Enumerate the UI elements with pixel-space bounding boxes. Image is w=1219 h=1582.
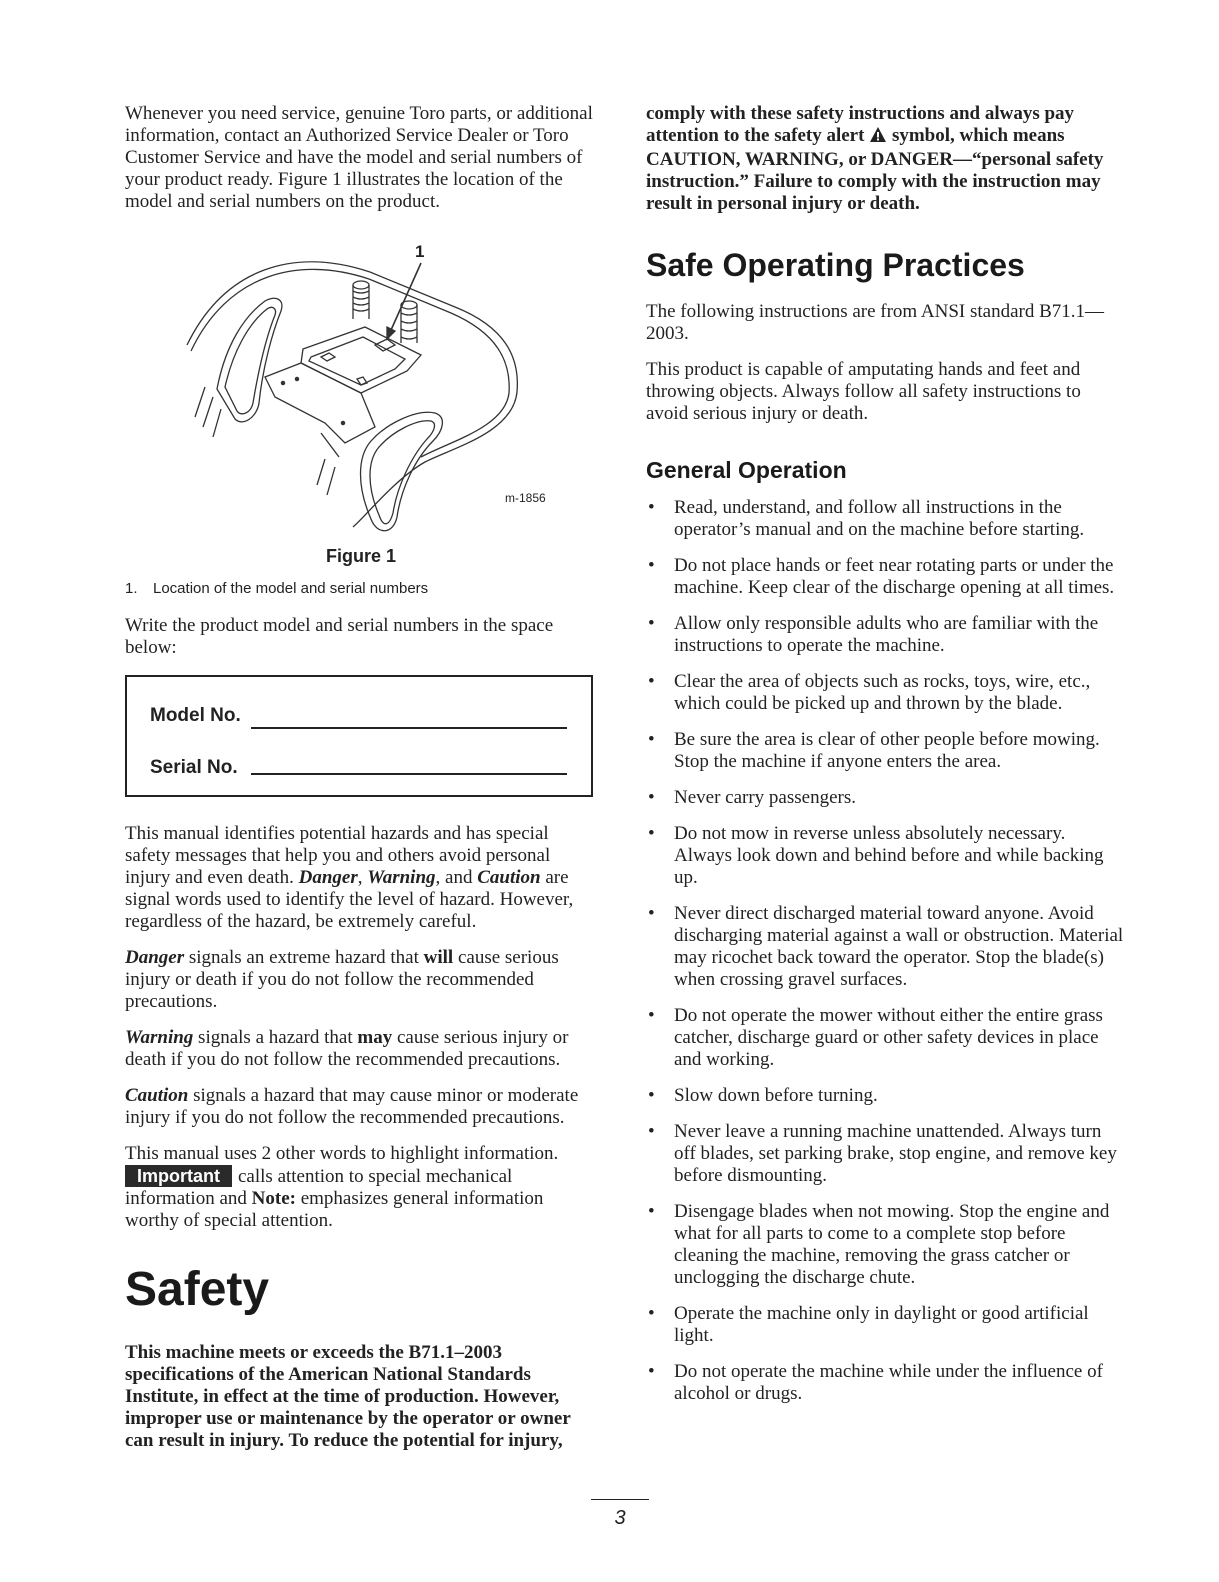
bullet-icon: • [648, 1085, 655, 1106]
write-instruction: Write the product model and serial numbers in the space below: [125, 615, 554, 658]
danger-def-emph: will [423, 947, 454, 968]
bullet-icon: • [648, 903, 655, 924]
list-item-text: Do not place hands or feet near rotating parts or under the machine. Keep clear of the discharge opening at all times. [674, 555, 1115, 598]
list-item [646, 671, 1124, 715]
figure-1-illustration [125, 227, 597, 545]
list-item-text: Be sure the area is clear of other people before mowing. Stop the machine if anyone enters the area. [674, 729, 1100, 772]
caution-definition [125, 1085, 597, 1129]
list-item [646, 729, 1124, 773]
bullet-icon: • [648, 613, 655, 634]
list-item [646, 1361, 1124, 1405]
list-item [646, 823, 1124, 889]
hazards-text-a: This manual identifies potential hazards and has special safety messages that help you and others avoid personal injury and even death. [125, 823, 551, 888]
danger-def-post: cause serious injury or death if you do not follow the recommended precautions. [125, 947, 559, 1012]
serial-number-field[interactable] [251, 773, 567, 775]
warning-def-word: Warning [125, 1027, 194, 1048]
general-operation-list [646, 497, 1124, 1405]
list-item [646, 613, 1124, 657]
figure-image-code: m-1856 [505, 491, 546, 505]
danger-def-pre: signals an extreme hazard that [188, 947, 419, 968]
continuation-text-b: symbol, which means CAUTION, WARNING, or DANGER—“personal safety instruction.” Failure to comply with the instruction may result in personal injury or death. [646, 125, 1104, 214]
intro-paragraph: Whenever you need service, genuine Toro parts, or additional information, contact an Authorized Service Dealer or Toro Customer Service and have the model and serial numbers of your product ready. Figure 1 illustrates the location of the model and serial numbers on the product. [125, 103, 593, 212]
list-item [646, 1201, 1124, 1289]
list-item [646, 1085, 1124, 1107]
hazards-text-b: are signal words used to identify the level of hazard. However, regardless of the hazard, be extremely careful. [125, 867, 574, 932]
safety-standard-text: This machine meets or exceeds the B71.1–2003 specifications of the American National Standards Institute, in effect at the time of production. However, improper use or maintenance by the operator or owner can result in injury. To reduce the potential for injury, [125, 1342, 571, 1451]
list-item-text: Do not operate the mower without either the entire grass catcher, discharge guard or other safety devices in place and working. [674, 1005, 1103, 1070]
figure-caption: Figure 1 [325, 546, 396, 566]
model-serial-box [125, 675, 593, 797]
hazards-paragraph [125, 823, 597, 933]
warning-definition [125, 1027, 597, 1071]
danger-def-word: Danger [125, 947, 185, 968]
general-operation-heading: General Operation [646, 457, 847, 483]
bullet-icon: • [648, 1005, 655, 1026]
note-text: emphasizes general information worthy of special attention. [125, 1188, 544, 1231]
bullet-icon: • [648, 1121, 655, 1142]
bullet-icon: • [648, 1361, 655, 1382]
list-item-text: Never direct discharged material toward anyone. Avoid discharging material against a wall or obstruction. Material may ricochet back toward the operator. Stop the blade(s) when crossing gravel surfaces. [674, 903, 1124, 990]
figure-note [125, 579, 597, 599]
highlight-paragraph [125, 1143, 597, 1232]
important-text: calls attention to special mechanical information and [125, 1166, 513, 1209]
warning-def-emph: may [357, 1027, 393, 1048]
figure-callout-number: 1 [415, 242, 425, 261]
list-item [646, 787, 1124, 809]
caution-def-word: Caution [125, 1085, 189, 1106]
model-number-field[interactable] [251, 727, 567, 729]
safety-heading: Safety [125, 1263, 270, 1316]
safety-standard-paragraph [125, 1342, 597, 1452]
list-item [646, 555, 1124, 599]
warning-def-pre: signals a hazard that [198, 1027, 353, 1048]
safety-alert-icon [869, 126, 887, 149]
amputation-warning-paragraph: This product is capable of amputating hands and feet and throwing objects. Always follow all safety instructions to avoid serious injury or death. [646, 359, 1081, 424]
list-item [646, 1121, 1124, 1187]
left-column [125, 103, 597, 1466]
highlight-line1: This manual uses 2 other words to highlight information. [125, 1143, 559, 1164]
list-item-text: Operate the machine only in daylight or good artificial light. [674, 1303, 1089, 1346]
model-number-label: Model No. [150, 705, 241, 726]
list-item [646, 497, 1124, 541]
bullet-icon: • [648, 729, 655, 750]
caution-def-text: signals a hazard that may cause minor or moderate injury if you do not follow the recommended precautions. [125, 1085, 579, 1128]
list-item [646, 1005, 1124, 1071]
important-badge: Important [125, 1165, 232, 1187]
safe-operating-practices-heading: Safe Operating Practices [646, 247, 1025, 283]
bullet-icon: • [648, 555, 655, 576]
bullet-icon: • [648, 823, 655, 844]
bullet-icon: • [648, 787, 655, 808]
list-item [646, 903, 1124, 991]
list-item-text: Slow down before turning. [674, 1085, 878, 1106]
figure-note-text: Location of the model and serial numbers [153, 580, 429, 597]
warning-def-post: cause serious injury or death if you do not follow the recommended precautions. [125, 1027, 569, 1070]
list-item-text: Never leave a running machine unattended. Always turn off blades, set parking brake, stop engine, and remove key before dismounting. [674, 1121, 1117, 1186]
hazards-comma: , [357, 867, 363, 888]
ansi-source-paragraph: The following instructions are from ANSI standard B71.1—2003. [646, 301, 1105, 344]
bullet-icon: • [648, 671, 655, 692]
list-item-text: Do not operate the machine while under the influence of alcohol or drugs. [674, 1361, 1103, 1404]
serial-number-label: Serial No. [150, 757, 238, 778]
list-item-text: Read, understand, and follow all instructions in the operator’s manual and on the machine before starting. [674, 497, 1085, 540]
caution-word: Caution [477, 867, 541, 888]
list-item-text: Never carry passengers. [674, 787, 856, 808]
list-item-text: Do not mow in reverse unless absolutely necessary. Always look down and behind before and while backing up. [674, 823, 1104, 888]
note-word: Note: [251, 1188, 296, 1209]
list-item-text: Disengage blades when not mowing. Stop the engine and what for all parts to come to a complete stop before cleaning the machine, removing the grass catcher or unclogging the discharge chute. [674, 1201, 1110, 1288]
list-item-text: Clear the area of objects such as rocks, toys, wire, etc., which could be picked up and thrown by the blade. [674, 671, 1091, 714]
warning-word: Warning [367, 867, 436, 888]
bullet-icon: • [648, 1303, 655, 1324]
bullet-icon: • [648, 1201, 655, 1222]
bullet-icon: • [648, 497, 655, 518]
danger-definition [125, 947, 597, 1013]
list-item-text: Allow only responsible adults who are familiar with the instructions to operate the machine. [674, 613, 1099, 656]
danger-word: Danger [298, 867, 358, 888]
footer-rule [591, 1499, 649, 1500]
list-item [646, 1303, 1124, 1347]
page-number: 3 [614, 1507, 626, 1529]
figure-note-number: 1. [125, 580, 138, 597]
right-column [646, 103, 1124, 1419]
hazards-and: , and [435, 867, 473, 888]
safety-continuation [646, 103, 1124, 215]
continuation-text-a: comply with these safety instructions and always pay attention to the safety alert [646, 103, 1075, 146]
